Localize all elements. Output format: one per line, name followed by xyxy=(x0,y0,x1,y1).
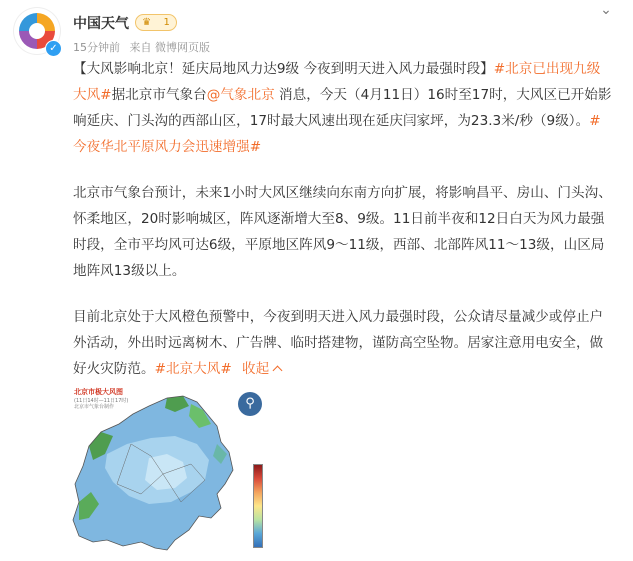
post-meta xyxy=(73,39,216,55)
weather-agency-logo-icon: ⚲ xyxy=(238,392,262,416)
crown-icon: ♛ xyxy=(142,17,152,28)
verified-icon: ✓ xyxy=(45,40,62,57)
map-subtitle-line: (11日14时—11日17时) xyxy=(74,398,129,404)
vip-badge[interactable] xyxy=(135,14,177,31)
headline-text: 【大风影响北京！延庆局地风力达9级 今夜到明天进入风力最强时段】 xyxy=(73,61,494,77)
post-body xyxy=(73,56,613,402)
paragraph-2: 北京市气象台预计，未来1小时大风区继续向东南方向扩展，将影响昌平、房山、门头沟、怀柔地区，20时影响城区，阵风逐渐增大至8、9级。11日前半夜和12日白天为风力最强时段，全市平均风可达6级，平原地区阵风9～11级，西部、北部阵风11～13级，山区局地阵风13级以上。 xyxy=(73,185,612,279)
hashtag-link[interactable]: #今夜华北平原风力会迅速增强# xyxy=(73,113,601,155)
hashtag-link[interactable]: #北京已出现九级大风# xyxy=(73,61,601,103)
more-options-icon[interactable]: ⌄ xyxy=(600,2,612,18)
map-subtitle xyxy=(74,398,128,410)
mention-link[interactable]: @气象北京 xyxy=(206,87,275,103)
body-text: 消息，今天（4月11日）16时至17时，大风区已开始影响延庆、门头沟的西部山区，17时最大风速出现在延庆闫家坪，为23.3米/秒（9级）。 xyxy=(73,87,612,129)
map-legend xyxy=(253,464,263,548)
map-subtitle-line: 北京市气象台制作 xyxy=(74,404,115,410)
wind-map-image[interactable] xyxy=(71,384,266,554)
collapse-button[interactable]: 收起 xyxy=(242,361,281,377)
account-name[interactable]: 中国天气 xyxy=(73,16,129,32)
map-title: 北京市极大风图 xyxy=(74,388,123,396)
post-source: 来自 微博网页版 xyxy=(129,41,210,54)
paragraph-3 xyxy=(73,304,613,382)
body-text: 据北京市气象台 xyxy=(111,87,207,103)
badge-level: 1 xyxy=(163,17,170,28)
paragraph-1 xyxy=(73,56,613,160)
body-text: 目前北京处于大风橙色预警中，今夜到明天进入风力最强时段，公众请尽量减少或停止户外活动，外出时远离树木、广告牌、临时搭建物，谨防高空坠物。居家注意用电安全，做好火灾防范。 xyxy=(73,309,604,377)
post-time[interactable]: 15分钟前 xyxy=(73,41,120,54)
hashtag-link[interactable]: #北京大风# xyxy=(154,361,232,377)
